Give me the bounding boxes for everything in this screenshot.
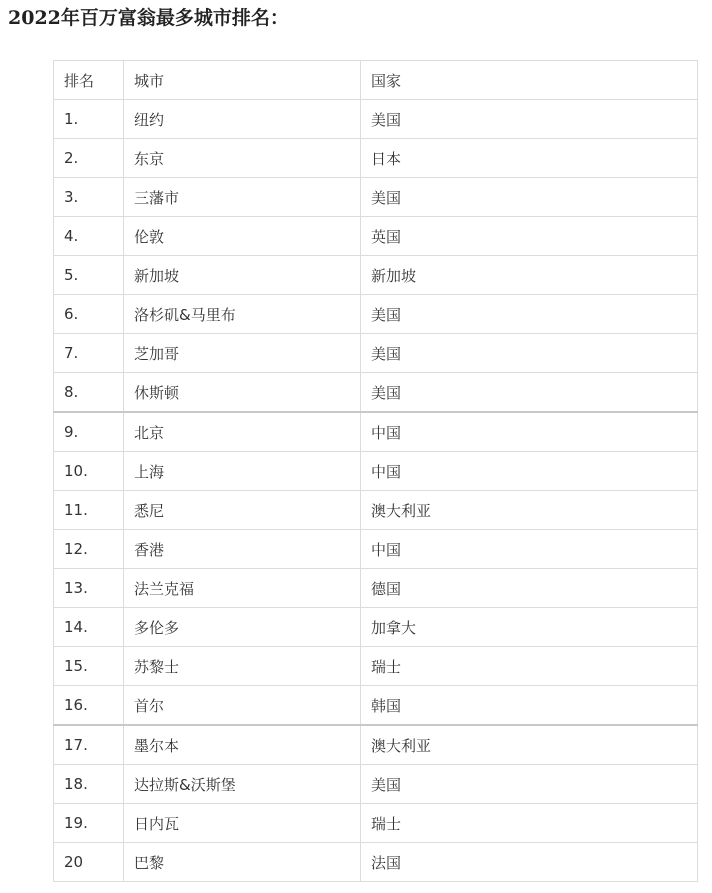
cell-city: 苏黎士 — [124, 647, 361, 686]
cell-city: 香港 — [124, 530, 361, 569]
cell-country: 中国 — [361, 452, 698, 491]
table-row — [54, 686, 698, 726]
table-row — [54, 256, 698, 295]
cell-country: 新加坡 — [361, 256, 698, 295]
table-row — [54, 765, 698, 804]
cell-rank: 3. — [54, 178, 124, 217]
cell-country: 美国 — [361, 334, 698, 373]
cell-city: 法兰克福 — [124, 569, 361, 608]
cell-country: 美国 — [361, 765, 698, 804]
table-row — [54, 452, 698, 491]
cell-city: 休斯顿 — [124, 373, 361, 413]
cell-country: 美国 — [361, 373, 698, 413]
cell-country: 中国 — [361, 412, 698, 452]
cell-rank: 15. — [54, 647, 124, 686]
header-city: 城市 — [124, 61, 361, 100]
cell-rank: 1. — [54, 100, 124, 139]
cell-city: 墨尔本 — [124, 725, 361, 765]
cell-city: 三藩市 — [124, 178, 361, 217]
table-row — [54, 843, 698, 882]
cell-rank: 19. — [54, 804, 124, 843]
cell-rank: 6. — [54, 295, 124, 334]
cell-country: 中国 — [361, 530, 698, 569]
cell-city: 新加坡 — [124, 256, 361, 295]
cell-rank: 20 — [54, 843, 124, 882]
cell-city: 巴黎 — [124, 843, 361, 882]
table-row — [54, 139, 698, 178]
table-row — [54, 412, 698, 452]
cell-rank: 10. — [54, 452, 124, 491]
cell-city: 首尔 — [124, 686, 361, 726]
cell-rank: 11. — [54, 491, 124, 530]
cell-rank: 8. — [54, 373, 124, 413]
cell-city: 伦敦 — [124, 217, 361, 256]
cell-country: 韩国 — [361, 686, 698, 726]
cell-country: 德国 — [361, 569, 698, 608]
cell-rank: 12. — [54, 530, 124, 569]
cell-city: 东京 — [124, 139, 361, 178]
table-row — [54, 491, 698, 530]
cell-city: 悉尼 — [124, 491, 361, 530]
cell-rank: 4. — [54, 217, 124, 256]
table-row — [54, 295, 698, 334]
cell-country: 澳大利亚 — [361, 725, 698, 765]
cell-city: 芝加哥 — [124, 334, 361, 373]
cell-city: 多伦多 — [124, 608, 361, 647]
cell-rank: 2. — [54, 139, 124, 178]
cell-rank: 13. — [54, 569, 124, 608]
cell-rank: 18. — [54, 765, 124, 804]
cell-rank: 16. — [54, 686, 124, 726]
table-header-row — [54, 61, 698, 100]
cell-country: 英国 — [361, 217, 698, 256]
ranking-table — [53, 60, 698, 882]
cell-rank: 9. — [54, 412, 124, 452]
table-row — [54, 334, 698, 373]
table-row — [54, 373, 698, 413]
cell-rank: 7. — [54, 334, 124, 373]
cell-country: 日本 — [361, 139, 698, 178]
table-row — [54, 178, 698, 217]
table-row — [54, 608, 698, 647]
cell-country: 法国 — [361, 843, 698, 882]
table-row — [54, 100, 698, 139]
cell-country: 瑞士 — [361, 804, 698, 843]
cell-country: 澳大利亚 — [361, 491, 698, 530]
cell-rank: 14. — [54, 608, 124, 647]
cell-country: 瑞士 — [361, 647, 698, 686]
header-rank: 排名 — [54, 61, 124, 100]
cell-city: 洛杉矶&马里布 — [124, 295, 361, 334]
table-row — [54, 217, 698, 256]
table-row — [54, 530, 698, 569]
table-row — [54, 804, 698, 843]
cell-country: 美国 — [361, 178, 698, 217]
cell-city: 日内瓦 — [124, 804, 361, 843]
table-body — [54, 100, 698, 882]
cell-rank: 5. — [54, 256, 124, 295]
cell-city: 达拉斯&沃斯堡 — [124, 765, 361, 804]
cell-country: 美国 — [361, 100, 698, 139]
cell-rank: 17. — [54, 725, 124, 765]
table-row — [54, 647, 698, 686]
cell-country: 美国 — [361, 295, 698, 334]
table-row — [54, 725, 698, 765]
cell-city: 纽约 — [124, 100, 361, 139]
cell-country: 加拿大 — [361, 608, 698, 647]
cell-city: 上海 — [124, 452, 361, 491]
table-row — [54, 569, 698, 608]
page-title: 2022年百万富翁最多城市排名： — [8, 7, 289, 29]
header-country: 国家 — [361, 61, 698, 100]
cell-city: 北京 — [124, 412, 361, 452]
